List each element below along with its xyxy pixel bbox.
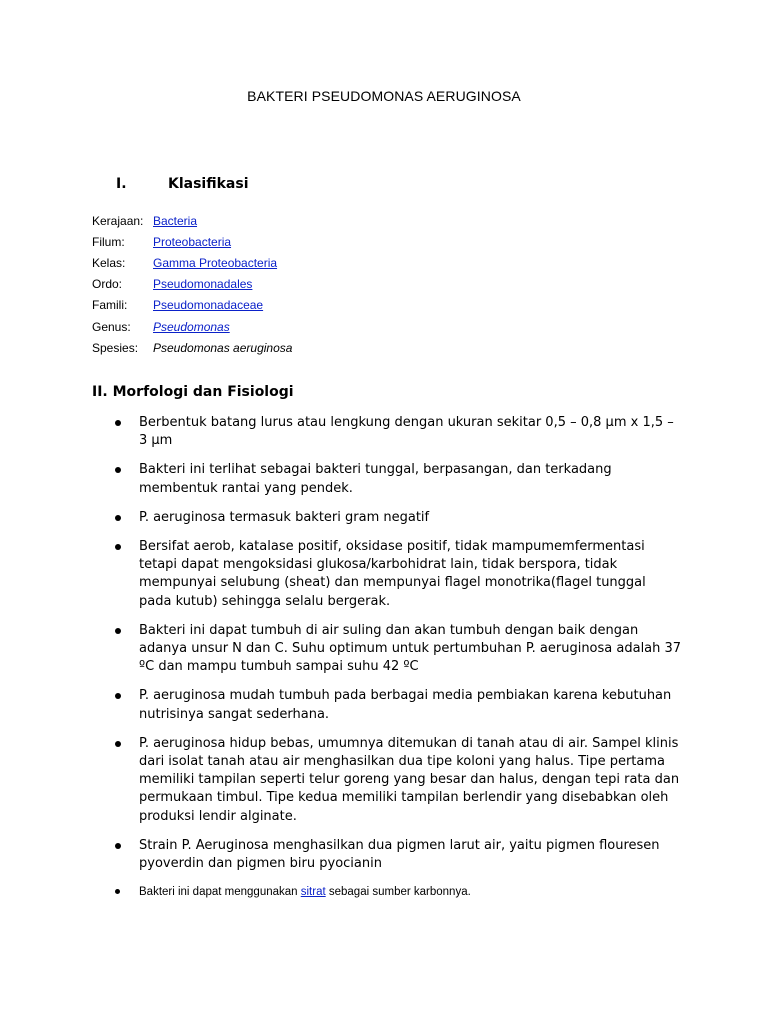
bullet-icon xyxy=(115,741,121,747)
bullet-text: Bakteri ini terlihat sebagai bakteri tunggal, berpasangan, dan terkadang membentuk rantai yang pendek. xyxy=(139,462,612,496)
classification-row-ordo xyxy=(92,274,292,295)
bullet-text: Strain P. Aeruginosa menghasilkan dua pigmen larut air, yaitu pigmen flouresen pyoverdin dan pigmen biru pyocianin xyxy=(139,837,660,872)
bullet-icon xyxy=(115,628,121,634)
classification-table xyxy=(92,210,292,358)
list-item xyxy=(112,735,682,826)
document-title: BAKTERI PSEUDOMONAS AERUGINOSA xyxy=(247,88,521,104)
bullet-icon xyxy=(115,843,121,849)
classification-value-species: Pseudomonas aeruginosa xyxy=(153,340,293,355)
bullet-icon xyxy=(115,544,121,550)
classification-row-kelas xyxy=(92,252,292,273)
classification-row-famili xyxy=(92,295,292,316)
list-item xyxy=(112,884,682,900)
bullet-icon xyxy=(115,515,121,521)
section-title: Klasifikasi xyxy=(168,176,249,192)
classification-label: Kelas: xyxy=(92,255,126,270)
classification-row-genus xyxy=(92,316,292,337)
classification-label: Famili: xyxy=(92,298,128,313)
classification-label: Ordo: xyxy=(92,277,123,292)
bullet-icon xyxy=(115,467,121,473)
morphology-bullet-list xyxy=(112,414,682,911)
bullet-text: P. aeruginosa mudah tumbuh pada berbagai media pembiakan karena kebutuhan nutrisinya sangat sederhana. xyxy=(139,688,672,722)
bullet-text: P. aeruginosa hidup bebas, umumnya ditemukan di tanah atau di air. Sampel klinis dari isolat tanah atau air menghasilkan dua tipe koloni yang halus. Tipe pertama memiliki tampilan seperti telur goreng yang besar dan halus, dengan tepi rata dan permukaan timbul. Tipe kedua memiliki tampilan berlendir yang disebabkan oleh produksi lendir alginate. xyxy=(139,735,680,824)
bullet-text: P. aeruginosa termasuk bakteri gram negatif xyxy=(139,509,430,525)
classification-row-kerajaan xyxy=(92,210,292,231)
list-item xyxy=(112,538,682,611)
bullet-text-after: sebagai sumber karbonnya. xyxy=(325,886,471,899)
classification-link-pseudomonadales[interactable]: Pseudomonadales xyxy=(153,277,253,292)
classification-row-filum xyxy=(92,231,292,252)
link-sitrat[interactable]: sitrat xyxy=(300,886,326,899)
classification-link-gamma-proteobacteria[interactable]: Gamma Proteobacteria xyxy=(153,255,278,270)
classification-label: Filum: xyxy=(92,234,125,249)
bullet-icon xyxy=(115,889,120,894)
classification-link-pseudomonadaceae[interactable]: Pseudomonadaceae xyxy=(153,298,264,313)
list-item xyxy=(112,622,682,677)
list-item xyxy=(112,461,682,497)
classification-row-spesies xyxy=(92,337,292,358)
section-heading-klasifikasi xyxy=(116,176,249,192)
section-heading-morfologi: II. Morfologi dan Fisiologi xyxy=(92,384,294,400)
classification-link-bacteria[interactable]: Bacteria xyxy=(153,213,198,228)
bullet-text-before: Bakteri ini dapat menggunakan xyxy=(139,886,301,899)
bullet-icon xyxy=(115,420,121,426)
bullet-text: Bakteri ini dapat tumbuh di air suling dan akan tumbuh dengan baik dengan adanya unsur N dan C. Suhu optimum untuk pertumbuhan P. aeruginosa adalah 37 ºC dan mampu tumbuh sampai suhu 42 ºC xyxy=(139,622,682,675)
classification-link-proteobacteria[interactable]: Proteobacteria xyxy=(153,234,232,249)
classification-label: Genus: xyxy=(92,319,131,334)
classification-label: Kerajaan: xyxy=(92,213,144,228)
list-item xyxy=(112,509,682,527)
bullet-text: Berbentuk batang lurus atau lengkung dengan ukuran sekitar 0,5 – 0,8 µm x 1,5 – 3 µm xyxy=(139,415,674,449)
list-item xyxy=(112,837,682,873)
list-item xyxy=(112,687,682,723)
list-item xyxy=(112,414,682,450)
section-number: I. xyxy=(116,176,127,192)
bullet-icon xyxy=(115,693,121,699)
classification-label: Spesies: xyxy=(92,340,139,355)
classification-link-pseudomonas[interactable]: Pseudomonas xyxy=(153,319,230,334)
bullet-text: Bersifat aerob, katalase positif, oksidase positif, tidak mampumemfermentasi tetapi dapat mengoksidasi glukosa/karbohidrat lain, tidak berspora, tidak mempunyai selubung (sheat) dan mempunyai flagel monotrika(flagel tunggal pada kutub) sehingga selalu bergerak. xyxy=(139,539,646,609)
